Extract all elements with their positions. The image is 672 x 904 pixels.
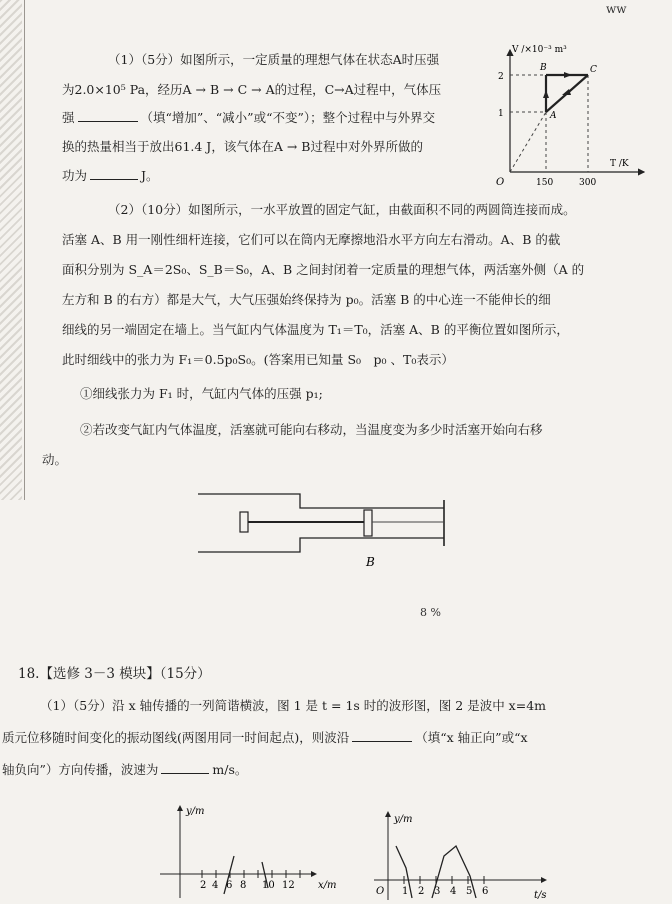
p17-part2-line6: 此时细线中的张力为 F₁＝0.5p₀S₀。(答案用已知量 S₀ p₀ 、T₀表示） [62,352,454,367]
fig2-origin: O [376,886,385,897]
p17-question2-line2: 动。 [42,452,68,467]
p17-part1-line3: 强 （填“增加”、“减小”或“不变”）；整个过程中与外界交 [62,110,436,125]
p17-part1-line5: 功为 J。 [62,168,159,183]
binding-line [24,0,25,500]
p18-part1-line1: （1）（5分）沿 x 轴传播的一列简谐横波，图 1 是 t = 1s 时的波形图，图 2 是波中 x=4m [40,698,547,713]
problem18-title: 18.【选修 3－3 模块】（15分） [18,666,211,682]
corner-mark: ww [606,2,627,16]
fig1-y-label: y/m [186,806,205,817]
p17-part2-line2: 活塞 A、B 用一刚性细杆连接，它们可以在筒内无摩擦地沿水平方向左右滑动。A、B 的截 [62,232,561,247]
vibration-figure-2 [366,806,562,902]
fig1-x-tick: 6 [226,880,233,891]
point-c-label: C [590,65,597,75]
graph-y-tick: 2 [498,72,504,82]
graph-x-tick: 300 [579,178,597,188]
point-a-label: A [550,111,557,121]
p17-part1-line4: 换的热量相当于放出61.4 J，该气体在A → B过程中对外界所做的 [62,139,423,154]
fig1-x-tick: 12 [282,880,295,891]
vt-graph [484,40,654,190]
fig2-y-label: y/m [394,814,413,825]
cylinder-figure [190,482,470,572]
fig1-x-tick: 8 [240,880,247,891]
graph-x-tick: 150 [536,178,554,188]
fig2-x-tick: 3 [434,886,441,897]
p17-part2-line5: 细线的另一端固定在墙上。当气缸内气体温度为 T₁＝T₀，活塞 A、B 的平衡位置如图所示， [62,322,569,337]
p17-part1-line2: 为2.0×10⁵ Pa，经历A → B → C → A的过程，C→A过程中，气体压 [62,82,442,97]
graph-y-label: V /×10⁻³ m³ [512,45,567,55]
page-mark: 8 % [420,606,441,619]
graph-origin: O [496,177,505,188]
answer-blank-speed[interactable] [161,761,209,774]
p17-question2-line1: ②若改变气缸内气体温度，活塞就可能向右移动，当温度变为多少时活塞开始向右移 [80,422,543,437]
answer-blank-direction[interactable] [352,729,412,742]
p17-part2-line3: 面积分别为 S_A＝2S₀、S_B＝S₀，A、B 之间封闭着一定质量的理想气体，两活塞外侧（A 的 [62,262,585,277]
p17-part2-line4: 左方和 B 的右方）都是大气，大气压强始终保持为 p₀。活塞 B 的中心连一不能伸长的细 [62,292,551,307]
fig1-x-tick: 10 [262,880,275,891]
point-b-label: B [540,63,547,73]
piston-b-label: B [366,555,375,569]
fig2-x-tick: 2 [418,886,425,897]
graph-y-tick: 1 [498,109,504,119]
p18-part1-line2: 质元位移随时间变化的振动图线(两图用同一时间起点)，则波沿 （填“x 轴正向”或“x [2,730,528,745]
fig2-x-tick: 5 [466,886,473,897]
fig2-x-label: t/s [534,890,547,901]
p17-question1: ①细线张力为 F₁ 时，气缸内气体的压强 p₁; [80,386,323,401]
p17-part2-line1: （2）（10分）如图所示，一水平放置的固定气缸，由截面积不同的两圆筒连接而成。 [108,202,576,217]
fig2-x-tick: 1 [402,886,409,897]
answer-blank-work[interactable] [90,167,138,180]
wave-figure-1 [150,798,350,902]
p17-part1-line1: （1）（5分）如图所示，一定质量的理想气体在状态A时压强 [108,52,440,67]
p18-part1-line3: 轴负向”）方向传播，波速为 m/s。 [2,762,248,777]
fig1-x-tick: 4 [212,880,219,891]
fig2-x-tick: 6 [482,886,489,897]
answer-blank-pressure[interactable] [78,109,138,122]
binding-margin [0,0,22,500]
fig1-x-tick: 2 [200,880,207,891]
graph-x-label: T /K [610,159,629,169]
fig1-x-label: x/m [318,880,337,891]
fig2-x-tick: 4 [450,886,457,897]
